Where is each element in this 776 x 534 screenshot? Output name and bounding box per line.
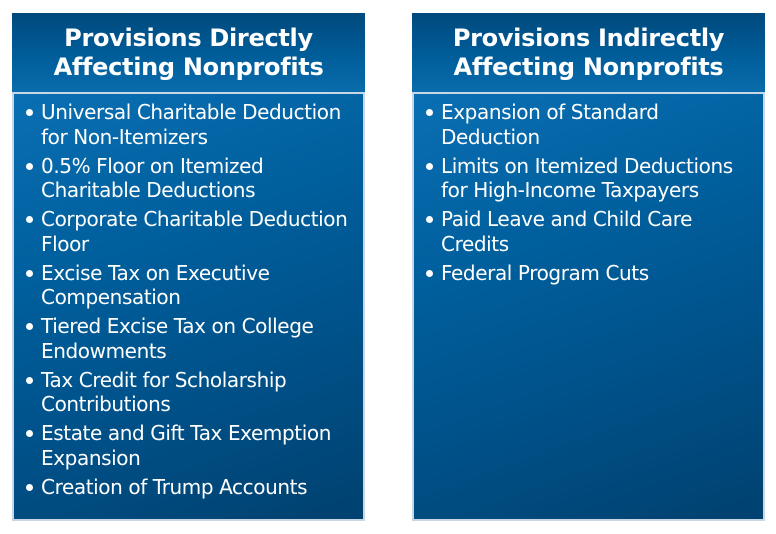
bullet-icon [26, 270, 33, 277]
panel-title [453, 24, 724, 82]
panel-body [12, 92, 365, 521]
bullet-icon [26, 109, 33, 116]
bullet-icon [426, 216, 433, 223]
title-line-2: Affecting Nonprofits [453, 52, 724, 81]
list-item: Federal Program Cuts [424, 261, 755, 286]
title-line-1: Provisions Directly [64, 23, 313, 52]
bullet-icon [426, 270, 433, 277]
bullet-icon [26, 323, 33, 330]
bullet-icon [26, 377, 33, 384]
list-item: 0.5% Floor on Itemized Charitable Deductions [24, 154, 355, 203]
direct-provisions-panel [12, 13, 365, 521]
list-item: Excise Tax on Executive Compensation [24, 261, 355, 310]
list-item: Limits on Itemized Deductions for High-Income Taxpayers [424, 154, 755, 203]
bullet-icon [426, 163, 433, 170]
provision-list [14, 94, 363, 499]
bullet-icon [26, 163, 33, 170]
panel-header [412, 13, 765, 92]
panel-header [12, 13, 365, 92]
list-item: Tax Credit for Scholarship Contributions [24, 368, 355, 417]
list-item: Paid Leave and Child Care Credits [424, 207, 755, 256]
panel-body [412, 92, 765, 521]
bullet-icon [26, 484, 33, 491]
provision-list [414, 94, 763, 285]
title-line-2: Affecting Nonprofits [53, 52, 324, 81]
bullet-icon [26, 430, 33, 437]
panel-title [54, 24, 324, 82]
bullet-icon [26, 216, 33, 223]
list-item: Estate and Gift Tax Exemption Expansion [24, 421, 355, 470]
bullet-icon [426, 109, 433, 116]
list-item: Expansion of Standard Deduction [424, 100, 755, 149]
list-item: Creation of Trump Accounts [24, 475, 355, 500]
list-item: Corporate Charitable Deduction Floor [24, 207, 355, 256]
list-item: Universal Charitable Deduction for Non-Itemizers [24, 100, 355, 149]
indirect-provisions-panel [412, 13, 765, 521]
title-line-1: Provisions Indirectly [452, 23, 725, 52]
list-item: Tiered Excise Tax on College Endowments [24, 314, 355, 363]
